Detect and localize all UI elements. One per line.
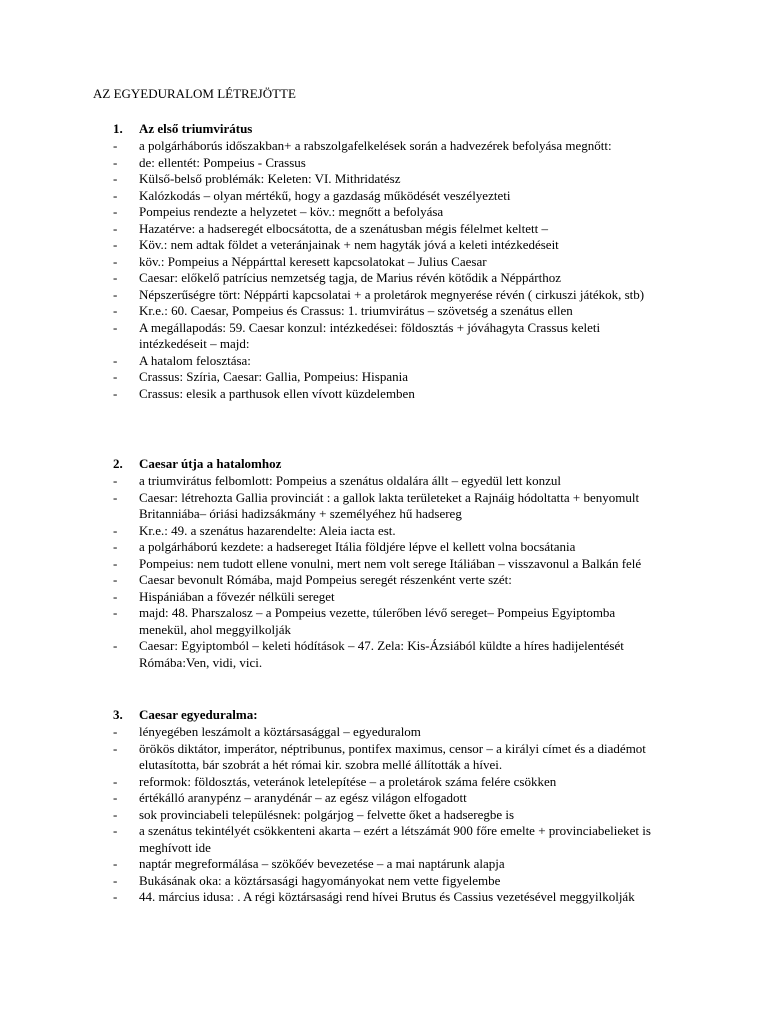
list-item-text: Caesar: előkelő patrícius nemzetség tagja, de Marius révén kötődik a Néppárthoz [139, 270, 561, 285]
list-item [0, 539, 659, 556]
list-item-text: Külső-belső problémák: Keleten: VI. Mithridatész [139, 171, 401, 186]
list-item [0, 774, 659, 791]
list-item [0, 270, 659, 287]
list-item-text: Kalózkodás – olyan mértékű, hogy a gazdaság működését veszélyezteti [139, 187, 511, 203]
section-title: Caesar útja a hatalomhoz [139, 456, 282, 471]
list-item-text: 44. március idusa: . A régi köztársasági rend hívei Brutus és Cassius vezetésével meggyilkolják [139, 889, 635, 904]
list-item [0, 303, 659, 320]
bullet-dash: - [113, 319, 118, 335]
list-item-text: a polgárháború kezdete: a hadsereget Itália földjére lépve el kellett volna bocsátania [139, 539, 576, 554]
bullet-dash: - [113, 220, 118, 236]
list-item [0, 287, 659, 304]
bullet-dash: - [113, 856, 118, 871]
bullet-dash: - [113, 539, 118, 554]
list-item [0, 523, 659, 540]
list-item-text: Caesar: Egyiptomból – keleti hódítások – 47. Zela: Kis-Ázsiából küldte a híres hadijelentését Rómába:Ven, vidi, vici. [139, 638, 624, 670]
list-item [0, 823, 659, 856]
list-item-text: Crassus: Szíria, Caesar: Gallia, Pompeius: Hispania [139, 369, 408, 384]
bullet-dash: - [113, 237, 118, 252]
bullet-dash: - [113, 171, 118, 186]
list-item-text: örökös diktátor, imperátor, néptribunus, pontifex maximus, censor – a királyi címet és a diadémot elutasította, bár szobrát a hét római kir. szobra mellé állították a hívei. [139, 740, 646, 772]
bullet-dash: - [113, 522, 118, 538]
bullet-dash: - [113, 270, 118, 285]
list-item [0, 724, 659, 741]
bullet-dash: - [113, 352, 118, 368]
bullet-list [0, 724, 768, 906]
list-item-text: Caesar bevonult Rómába, majd Pompeius seregét részenként verte szét: [139, 572, 512, 587]
section-number: 3. [113, 707, 123, 722]
list-item [0, 605, 659, 638]
list-item [0, 572, 659, 589]
bullet-dash: - [113, 138, 118, 153]
list-item [0, 138, 659, 155]
list-item [0, 386, 659, 403]
list-item [0, 254, 659, 271]
bullet-dash: - [113, 806, 118, 822]
list-item-text: Hazatérve: a hadseregét elbocsátotta, de a szenátusban mégis félelmet keltett – [139, 220, 548, 236]
list-item [0, 490, 659, 523]
section-heading [0, 707, 768, 724]
bullet-dash: - [113, 872, 118, 888]
list-item-text: értékálló aranypénz – aranydénár – az egész világon elfogadott [139, 790, 467, 805]
section-heading [0, 121, 768, 138]
bullet-list [0, 138, 768, 402]
list-item [0, 856, 659, 873]
list-item-text: Hispániában a fővezér nélküli sereget [139, 588, 335, 604]
list-item-text: Caesar: létrehozta Gallia provinciát : a gallok lakta területeket a Rajnáig hódoltatta + benyomult Britanniába– óriási hadizsákmány + személyéhez hű hadsereg [139, 489, 640, 521]
list-item-text: Bukásának oka: a köztársasági hagyományokat nem vette figyelembe [139, 872, 501, 888]
bullet-dash: - [113, 369, 118, 384]
list-item [0, 889, 659, 906]
bullet-dash: - [113, 154, 118, 170]
list-item-text: a triumvirátus felbomlott: Pompeius a szenátus oldalára állt – egyedül lett konzul [139, 473, 562, 488]
bullet-dash: - [113, 724, 118, 739]
section-2 [0, 456, 768, 671]
list-item-text: Köv.: nem adtak földet a veteránjainak + nem hagyták jóvá a keleti intézkedéseit [139, 237, 559, 252]
section-number: 1. [113, 121, 123, 136]
bullet-dash: - [113, 572, 118, 587]
bullet-dash: - [113, 638, 118, 653]
section-3 [0, 707, 768, 906]
section-heading [0, 456, 768, 473]
bullet-dash: - [113, 740, 118, 756]
list-item-text: Crassus: elesik a parthusok ellen vívott küzdelemben [139, 385, 415, 401]
bullet-dash: - [113, 187, 118, 203]
list-item [0, 873, 659, 890]
list-item [0, 204, 659, 221]
list-item [0, 171, 659, 188]
bullet-dash: - [113, 555, 118, 571]
list-item [0, 473, 659, 490]
list-item-text: sok provinciabeli településnek: polgárjog – felvette őket a hadseregbe is [139, 806, 515, 822]
list-item-text: reformok: földosztás, veteránok letelepítése – a proletárok száma felére csökken [139, 773, 557, 789]
bullet-dash: - [113, 823, 118, 838]
list-item [0, 589, 659, 606]
list-item [0, 369, 659, 386]
list-item-text: a polgárháborús időszakban+ a rabszolgafelkelések során a hadvezérek befolyása megnőtt: [139, 138, 612, 153]
list-item [0, 741, 659, 774]
bullet-dash: - [113, 588, 118, 604]
bullet-list [0, 473, 768, 671]
bullet-dash: - [113, 473, 118, 488]
list-item-text: A megállapodás: 59. Caesar konzul: intézkedései: földosztás + jóváhagyta Crassus keleti intézkedéseit – majd: [139, 319, 601, 351]
list-item-text: a szenátus tekintélyét csökkenteni akarta – ezért a létszámát 900 főre emelte + provinciabelieket is meghívott ide [139, 823, 651, 855]
list-item-text: majd: 48. Pharszalosz – a Pompeius vezette, túlerőben lévő sereget– Pompeius Egyiptomba menekül, ahol meggyilkolják [139, 605, 616, 637]
list-item [0, 155, 659, 172]
list-item-text: Kr.e.: 60. Caesar, Pompeius és Crassus: 1. triumvirátus – szövetség a szenátus ellen [139, 303, 573, 318]
bullet-dash: - [113, 773, 118, 789]
list-item-text: de: ellentét: Pompeius - Crassus [139, 154, 306, 170]
bullet-dash: - [113, 303, 118, 318]
list-item-text: lényegében leszámolt a köztársasággal – egyeduralom [139, 724, 421, 739]
section-number: 2. [113, 456, 123, 471]
list-item-text: A hatalom felosztása: [139, 352, 251, 368]
bullet-dash: - [113, 204, 118, 219]
list-item [0, 237, 659, 254]
bullet-dash: - [113, 253, 118, 269]
page-title: AZ EGYEDURALOM LÉTREJÖTTE [93, 86, 296, 101]
list-item-text: köv.: Pompeius a Néppárttal keresett kapcsolatokat – Julius Caesar [139, 253, 487, 269]
list-item-text: Népszerűségre tört: Néppárti kapcsolatai + a proletárok megnyerése révén ( cirkuszi játékok, stb) [139, 286, 645, 302]
bullet-dash: - [113, 385, 118, 401]
list-item [0, 188, 659, 205]
section-title: Az első triumvirátus [139, 121, 253, 136]
list-item-text: naptár megreformálása – szökőév bevezetése – a mai naptárunk alapja [139, 856, 505, 871]
list-item [0, 353, 659, 370]
bullet-dash: - [113, 790, 118, 805]
bullet-dash: - [113, 605, 118, 620]
bullet-dash: - [113, 286, 118, 302]
list-item-text: Pompeius rendezte a helyzetet – köv.: megnőtt a befolyása [139, 204, 444, 219]
list-item [0, 638, 659, 671]
list-item [0, 807, 659, 824]
list-item [0, 556, 659, 573]
list-item-text: Kr.e.: 49. a szenátus hazarendelte: Aleia iacta est. [139, 522, 396, 538]
list-item [0, 221, 659, 238]
bullet-dash: - [113, 489, 118, 505]
section-1 [0, 121, 768, 402]
list-item [0, 790, 659, 807]
bullet-dash: - [113, 889, 118, 904]
list-item-text: Pompeius: nem tudott ellene vonulni, mert nem volt serege Itáliában – visszavonul a Balkán felé [139, 555, 642, 571]
list-item [0, 320, 659, 353]
section-title: Caesar egyeduralma: [139, 707, 258, 722]
